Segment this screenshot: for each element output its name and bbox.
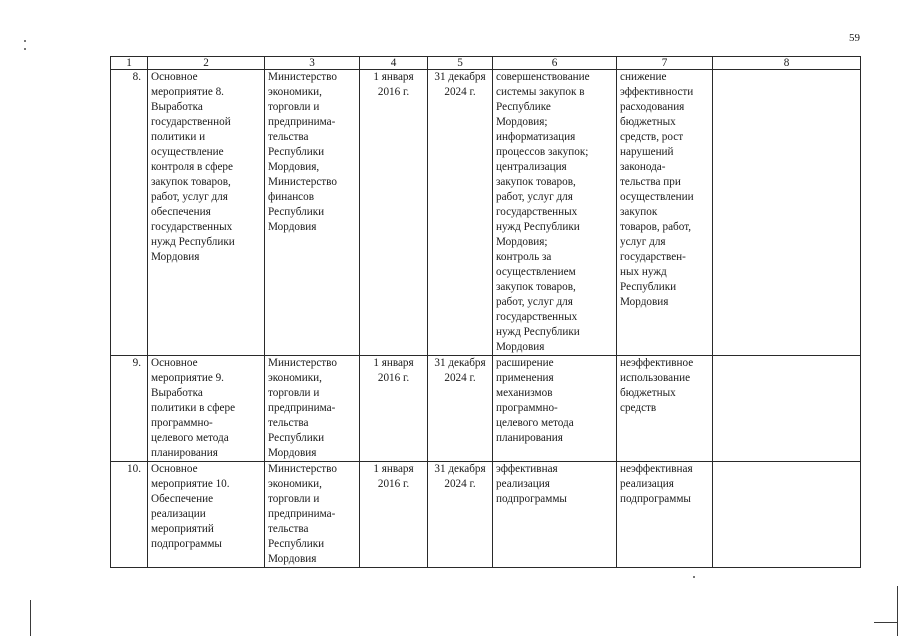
cell-end-date: [428, 356, 493, 462]
page-number: 59: [849, 32, 860, 44]
cell-line: предпринима-: [268, 116, 336, 128]
cell-line: услуг для: [620, 236, 666, 248]
cell-line: 2016 г.: [377, 372, 410, 384]
cell-line: средств, рост: [620, 131, 684, 143]
cell-line: нужд Республики: [496, 221, 580, 233]
cell-line: целевого метода: [151, 432, 229, 444]
cell-executor: [265, 70, 360, 356]
scan-edge-mark-left: [30, 600, 31, 636]
measures-table: [110, 56, 861, 568]
cell-line: 31 декабря: [434, 463, 486, 475]
cell-executor: [265, 356, 360, 462]
cell-line: расширение: [496, 357, 554, 369]
cell-line: Мордовия: [620, 296, 669, 308]
cell-line: финансов: [268, 191, 315, 203]
table-row: [111, 356, 861, 462]
cell-line: процессов закупок;: [496, 146, 589, 158]
cell-line: 2016 г.: [377, 478, 410, 490]
cell-event: [148, 462, 265, 568]
cell-line: Республики: [620, 281, 677, 293]
cell-line: законода-: [620, 161, 666, 173]
cell-line: закупок: [620, 206, 658, 218]
cell-line: Основное: [151, 463, 198, 475]
header-col-1: 1: [111, 57, 148, 70]
cell-line: эффективности: [620, 86, 694, 98]
cell-line: Министерство: [268, 357, 337, 369]
cell-line: работ, услуг для: [496, 296, 573, 308]
cell-col8: [713, 462, 861, 568]
cell-line: Мордовия: [268, 221, 317, 233]
cell-line: эффективная: [496, 463, 558, 475]
cell-line: Мордовия,: [268, 161, 320, 173]
scan-speck: [693, 576, 695, 578]
cell-number: 10.: [111, 462, 148, 568]
cell-line: осуществление: [151, 146, 224, 158]
cell-line: Министерство: [268, 71, 337, 83]
cell-line: контроль за: [496, 251, 552, 263]
cell-line: Республики: [268, 538, 325, 550]
cell-line: Мордовия: [151, 251, 200, 263]
cell-line: торговли и: [268, 101, 320, 113]
cell-consequences: [617, 70, 713, 356]
cell-line: планирования: [151, 447, 218, 459]
cell-line: предпринима-: [268, 508, 336, 520]
cell-line: 1 января: [373, 357, 414, 369]
cell-event: [148, 356, 265, 462]
cell-line: бюджетных: [620, 387, 676, 399]
cell-start-date: [360, 356, 428, 462]
cell-line: Министерство: [268, 463, 337, 475]
table-header-row: [111, 57, 861, 70]
cell-line: средств: [620, 402, 657, 414]
header-col-5: 5: [428, 57, 493, 70]
header-col-3: 3: [265, 57, 360, 70]
cell-line: закупок товаров,: [496, 176, 576, 188]
cell-line: осуществлением: [496, 266, 576, 278]
cell-line: тельства: [268, 523, 309, 535]
cell-line: мероприятие 10.: [151, 478, 230, 490]
cell-line: Республики: [268, 432, 325, 444]
cell-line: подпрограммы: [620, 493, 691, 505]
cell-number: 9.: [111, 356, 148, 462]
cell-line: государственной: [151, 116, 231, 128]
cell-line: закупок товаров,: [496, 281, 576, 293]
cell-line: применения: [496, 372, 554, 384]
cell-line: торговли и: [268, 387, 320, 399]
cell-line: снижение: [620, 71, 667, 83]
cell-line: 31 декабря: [434, 357, 486, 369]
cell-line: Выработка: [151, 101, 203, 113]
cell-line: Основное: [151, 357, 198, 369]
cell-line: осуществлении: [620, 191, 694, 203]
cell-expected-result: [493, 462, 617, 568]
cell-line: предпринима-: [268, 402, 336, 414]
cell-line: нужд Республики: [151, 236, 235, 248]
cell-line: реализация: [496, 478, 550, 490]
cell-line: мероприятий: [151, 523, 214, 535]
cell-line: бюджетных: [620, 116, 676, 128]
cell-line: информатизация: [496, 131, 576, 143]
cell-line: Министерство: [268, 176, 337, 188]
cell-line: тельства при: [620, 176, 681, 188]
cell-line: 2024 г.: [444, 86, 476, 98]
scan-edge-mark-right: [897, 586, 898, 636]
cell-line: программно-: [151, 417, 213, 429]
cell-line: Основное: [151, 71, 198, 83]
cell-end-date: [428, 462, 493, 568]
cell-line: подпрограммы: [496, 493, 567, 505]
scan-edge-mark-bottom: [874, 622, 897, 623]
cell-line: экономики,: [268, 86, 322, 98]
cell-line: нарушений: [620, 146, 674, 158]
cell-line: нужд Республики: [496, 326, 580, 338]
cell-line: закупок товаров,: [151, 176, 231, 188]
cell-line: программно-: [496, 402, 558, 414]
cell-line: использование: [620, 372, 691, 384]
cell-line: совершенствование: [496, 71, 590, 83]
cell-line: неэффективное: [620, 357, 694, 369]
cell-line: тельства: [268, 417, 309, 429]
cell-line: Выработка: [151, 387, 203, 399]
cell-line: тельства: [268, 131, 309, 143]
cell-line: реализации: [151, 508, 206, 520]
cell-start-date: [360, 462, 428, 568]
table-row: [111, 462, 861, 568]
header-col-6: 6: [493, 57, 617, 70]
cell-line: экономики,: [268, 372, 322, 384]
cell-line: Мордовия: [268, 447, 317, 459]
cell-line: механизмов: [496, 387, 553, 399]
cell-line: работ, услуг для: [496, 191, 573, 203]
cell-consequences: [617, 356, 713, 462]
cell-line: реализация: [620, 478, 674, 490]
cell-line: Мордовия: [496, 341, 545, 353]
scan-speck: [24, 48, 26, 50]
cell-col8: [713, 70, 861, 356]
cell-expected-result: [493, 356, 617, 462]
cell-line: Мордовия;: [496, 116, 548, 128]
scan-speck: [24, 40, 26, 42]
table-row: [111, 70, 861, 356]
cell-line: политики в сфере: [151, 402, 236, 414]
cell-line: контроля в сфере: [151, 161, 233, 173]
cell-line: расходования: [620, 101, 685, 113]
cell-start-date: [360, 70, 428, 356]
cell-expected-result: [493, 70, 617, 356]
cell-line: мероприятие 8.: [151, 86, 224, 98]
cell-line: Обеспечение: [151, 493, 214, 505]
cell-line: 2016 г.: [377, 86, 410, 98]
cell-consequences: [617, 462, 713, 568]
cell-event: [148, 70, 265, 356]
cell-line: Республики: [268, 146, 325, 158]
cell-line: торговли и: [268, 493, 320, 505]
cell-executor: [265, 462, 360, 568]
cell-line: Республики: [268, 206, 325, 218]
cell-line: целевого метода: [496, 417, 574, 429]
cell-line: работ, услуг для: [151, 191, 228, 203]
cell-line: Республике: [496, 101, 551, 113]
cell-line: мероприятие 9.: [151, 372, 224, 384]
cell-line: государственных: [151, 221, 233, 233]
header-col-4: 4: [360, 57, 428, 70]
cell-line: экономики,: [268, 478, 322, 490]
cell-line: государствен-: [620, 251, 686, 263]
cell-line: государственных: [496, 311, 578, 323]
cell-line: 1 января: [373, 71, 414, 83]
cell-number: 8.: [111, 70, 148, 356]
cell-line: товаров, работ,: [620, 221, 692, 233]
cell-end-date: [428, 70, 493, 356]
cell-line: государственных: [496, 206, 578, 218]
cell-col8: [713, 356, 861, 462]
cell-line: Мордовия: [268, 553, 317, 565]
cell-line: Мордовия;: [496, 236, 548, 248]
header-col-2: 2: [148, 57, 265, 70]
header-col-8: 8: [713, 57, 861, 70]
cell-line: обеспечения: [151, 206, 211, 218]
cell-line: политики и: [151, 131, 206, 143]
cell-line: 1 января: [373, 463, 414, 475]
cell-line: 31 декабря: [434, 71, 486, 83]
cell-line: системы закупок в: [496, 86, 585, 98]
cell-line: 2024 г.: [444, 478, 476, 490]
cell-line: неэффективная: [620, 463, 693, 475]
cell-line: ных нужд: [620, 266, 667, 278]
cell-line: подпрограммы: [151, 538, 222, 550]
cell-line: планирования: [496, 432, 563, 444]
header-col-7: 7: [617, 57, 713, 70]
cell-line: централизация: [496, 161, 567, 173]
cell-line: 2024 г.: [444, 372, 476, 384]
